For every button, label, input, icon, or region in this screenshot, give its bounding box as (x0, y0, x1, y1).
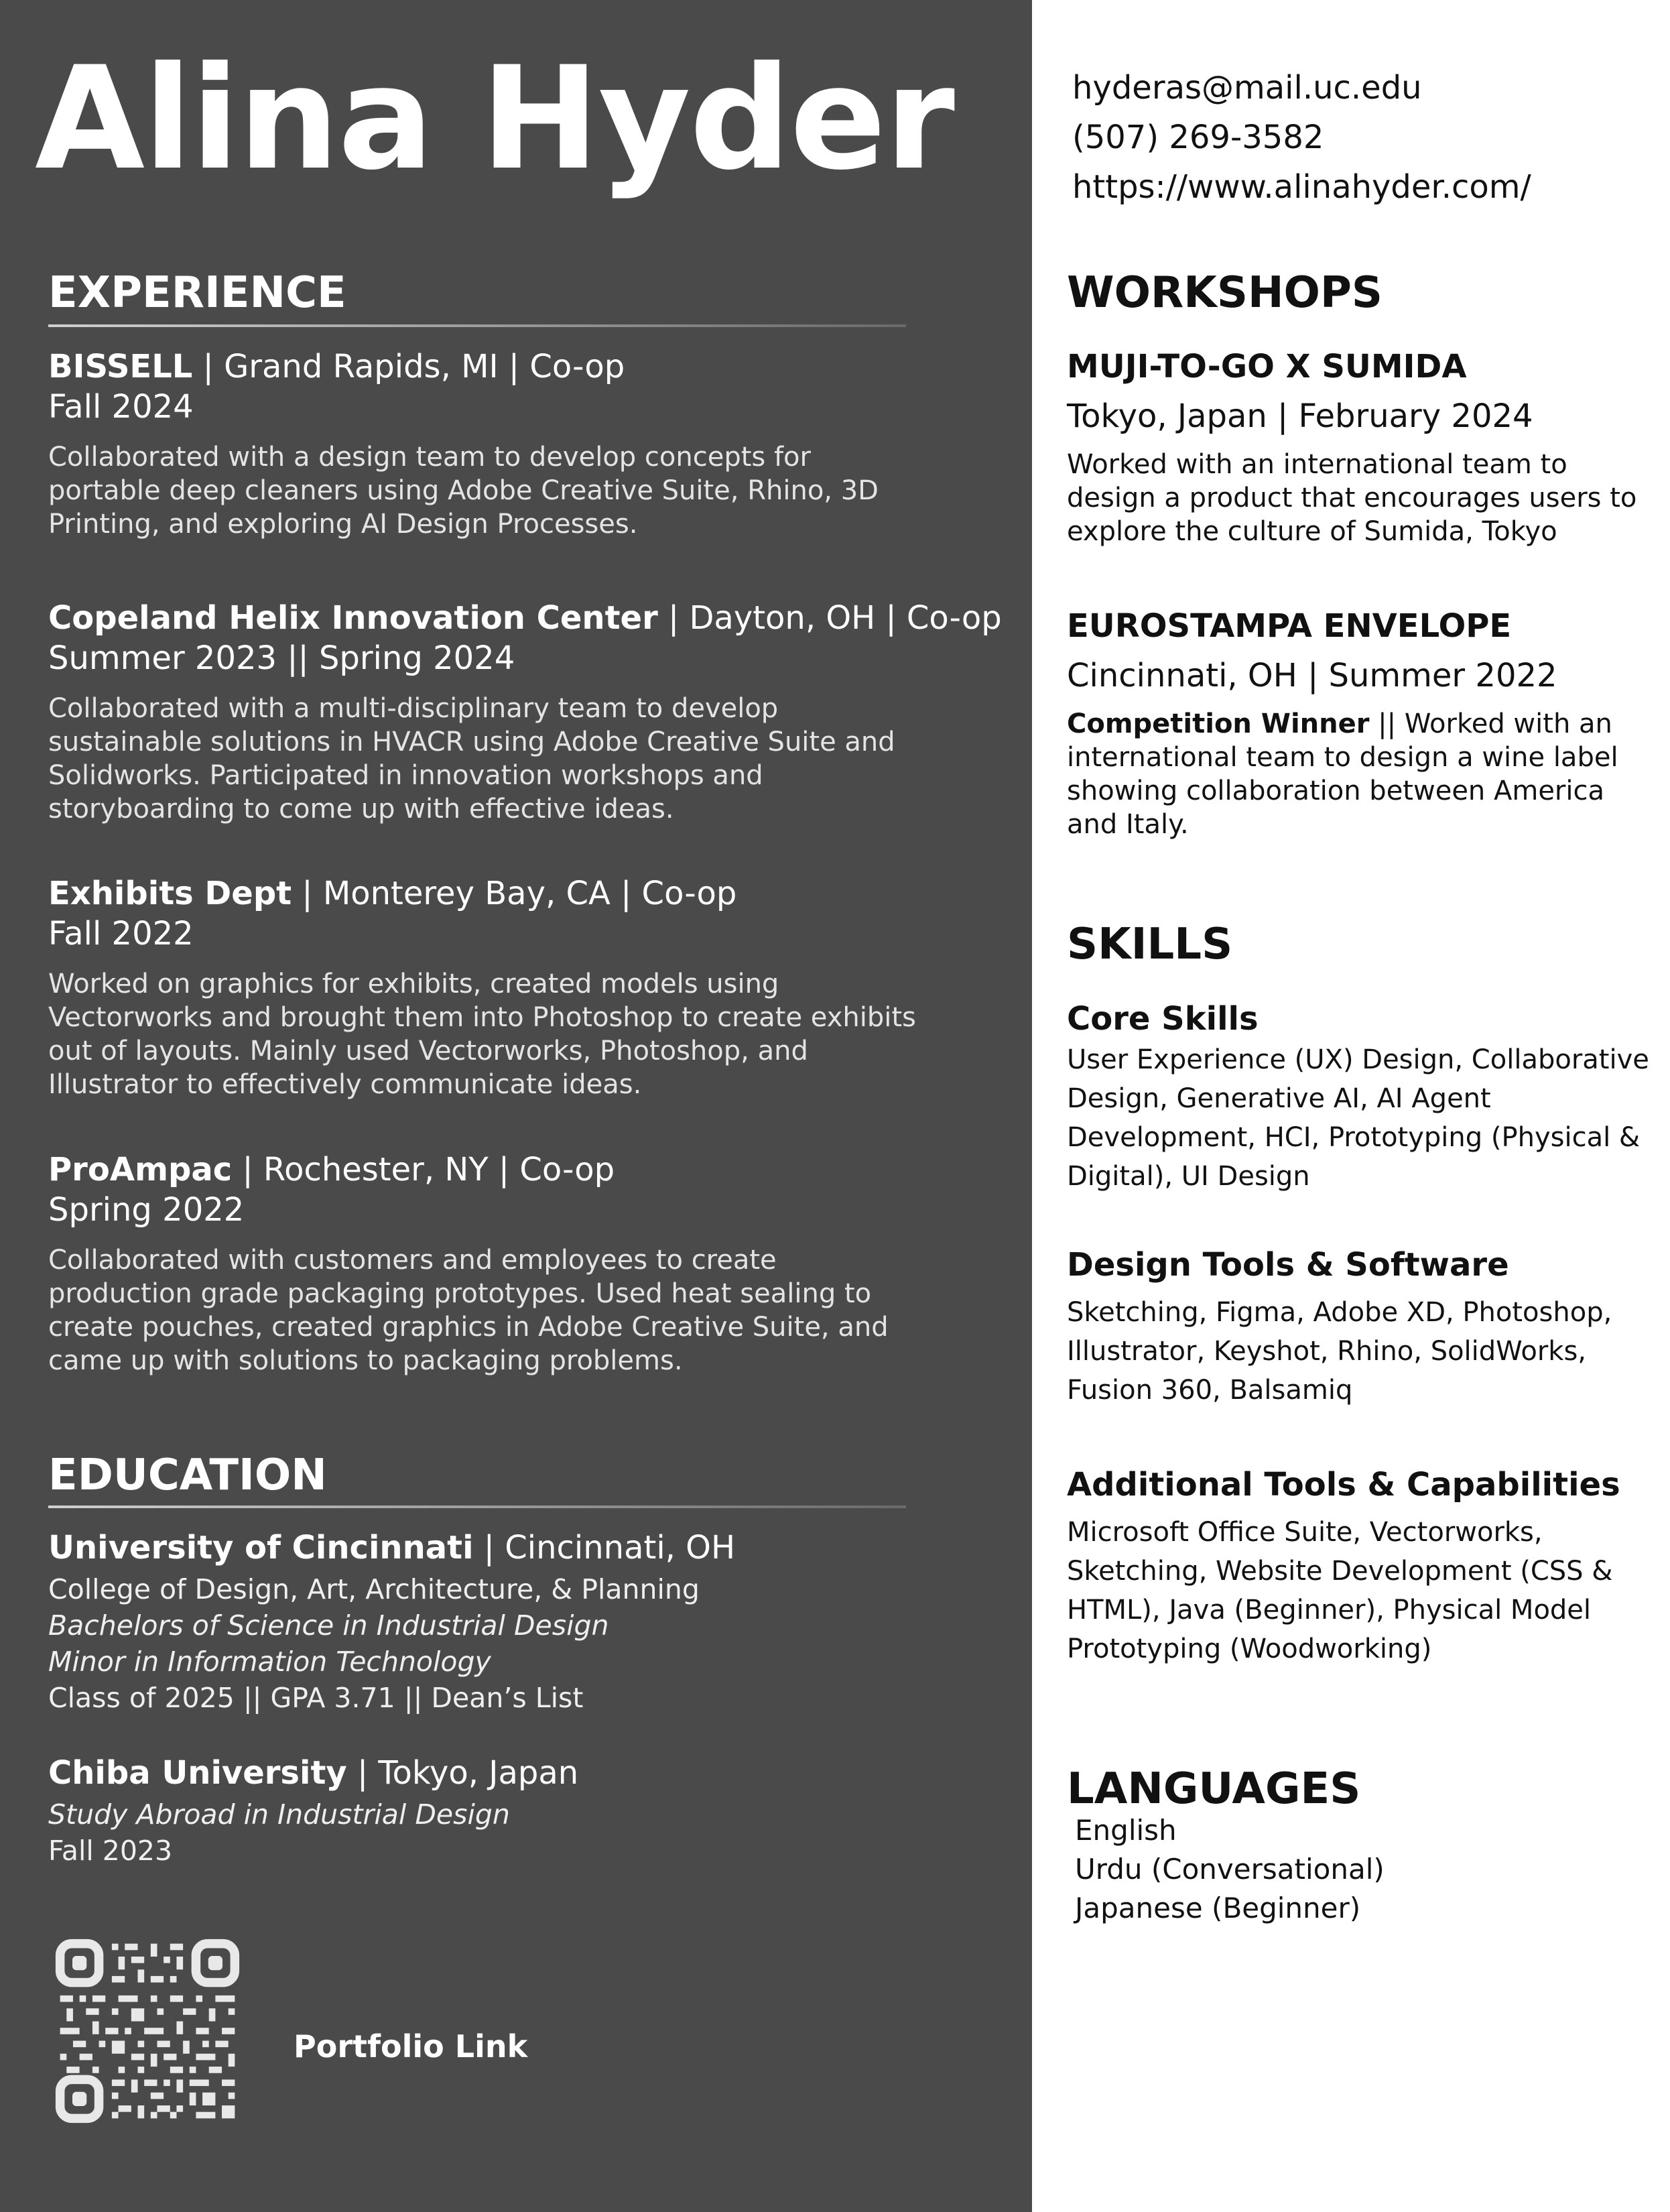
workshop-location-date: Cincinnati, OH | Summer 2022 (1067, 657, 1557, 694)
skills-heading: SKILLS (1067, 920, 1233, 969)
skill-group (1067, 997, 1657, 1196)
education-entry (48, 1527, 1000, 1716)
class-details: Class of 2025 || GPA 3.71 || Dean’s List (48, 1682, 584, 1714)
job-location: | Grand Rapids, MI | Co-op (192, 348, 625, 385)
job-org: BISSELL (48, 348, 193, 385)
job-description: Worked on graphics for exhibits, created models using Vectorworks and brought them into Photoshop to create exhibits out of layouts. Mainly used Vectorworks, Photoshop, and Illustrator to effectively communicate ideas. (48, 969, 916, 1100)
workshop-title: EUROSTAMPA ENVELOPE (1067, 607, 1512, 645)
school-location: | Cincinnati, OH (473, 1529, 736, 1566)
job-dates: Fall 2024 (48, 388, 194, 426)
contact-block (1072, 63, 1531, 212)
skill-group-title: Additional Tools & Capabilities (1067, 1466, 1620, 1503)
experience-heading: EXPERIENCE (48, 268, 346, 318)
school-name: University of Cincinnati (48, 1529, 474, 1566)
portfolio-link[interactable]: Portfolio Link (294, 2028, 528, 2065)
school-header (48, 1527, 1000, 1569)
minor: Minor in Information Technology (48, 1646, 491, 1678)
award-label: Competition Winner (1067, 709, 1370, 739)
school-location: | Tokyo, Japan (346, 1754, 579, 1792)
job-header (48, 873, 1000, 914)
language-item: English (1075, 1814, 1177, 1847)
workshop-description (1067, 707, 1657, 841)
job-entry (48, 347, 1000, 541)
skill-group-text: Microsoft Office Suite, Vectorworks, Sketching, Website Development (CSS & HTML), Java (Beginner), Physical Model Prototyping (Woodworking) (1067, 1517, 1613, 1664)
job-location: | Rochester, NY | Co-op (232, 1151, 615, 1188)
school-college: College of Design, Art, Architecture, & Planning (48, 1573, 700, 1605)
workshop-entry (1067, 601, 1657, 841)
experience-divider (48, 324, 906, 327)
workshop-entry (1067, 342, 1657, 548)
phone-number: (507) 269-3582 (1072, 119, 1324, 156)
education-divider (48, 1506, 906, 1508)
school-name: Chiba University (48, 1754, 347, 1792)
workshops-heading: WORKSHOPS (1067, 268, 1383, 318)
job-org: Exhibits Dept (48, 875, 292, 912)
skill-group-text: User Experience (UX) Design, Collaborative Design, Generative AI, AI Agent Development, HCI, Prototyping (Physical & Digital), UI Design (1067, 1044, 1649, 1192)
skill-group (1067, 1463, 1657, 1668)
language-item: Urdu (Conversational) (1075, 1853, 1385, 1886)
education-entry (48, 1752, 1000, 1869)
job-description: Collaborated with customers and employees to create production grade packaging prototypes. Used heat sealing to create pouches, created graphics in Adobe Creative Suite, and came up with solutions to packaging problems. (48, 1245, 889, 1376)
workshop-title: MUJI-TO-GO X SUMIDA (1067, 348, 1467, 385)
skill-group-title: Design Tools & Software (1067, 1246, 1509, 1284)
skill-group-text: Sketching, Figma, Adobe XD, Photoshop, Illustrator, Keyshot, Rhino, SolidWorks, Fusion 360, Balsamiq (1067, 1297, 1612, 1406)
job-description: Collaborated with a design team to develop concepts for portable deep cleaners using Adobe Creative Suite, Rhino, 3D Printing, and exploring AI Design Processes. (48, 442, 879, 540)
job-description: Collaborated with a multi-disciplinary team to develop sustainable solutions in HVACR using Adobe Creative Suite and Solidworks. Participated in innovation workshops and storyboarding to come up with effective ideas. (48, 693, 895, 824)
job-header (48, 598, 1000, 638)
job-dates: Summer 2023 || Spring 2024 (48, 639, 515, 677)
job-dates: Spring 2022 (48, 1191, 245, 1229)
job-header (48, 347, 1000, 387)
job-entry (48, 598, 1000, 826)
candidate-name: Alina Hyder (35, 36, 954, 201)
award-description: || Worked with an international team to design a wine label showing collaboration between America and Italy. (1067, 709, 1618, 840)
job-location: | Monterey Bay, CA | Co-op (292, 875, 737, 912)
email-link[interactable]: hyderas@mail.uc.edu (1072, 69, 1422, 107)
job-org: Copeland Helix Innovation Center (48, 599, 658, 637)
languages-list (1075, 1811, 1385, 1928)
degree: Bachelors of Science in Industrial Design (48, 1609, 609, 1642)
workshop-description: Worked with an international team to design a product that encourages users to explore the culture of Sumida, Tokyo (1067, 449, 1637, 547)
job-entry (48, 1150, 1000, 1377)
languages-heading: LANGUAGES (1067, 1764, 1361, 1814)
school-header (48, 1752, 1000, 1794)
education-heading: EDUCATION (48, 1451, 327, 1500)
job-dates: Fall 2022 (48, 915, 194, 953)
job-org: ProAmpac (48, 1151, 233, 1188)
workshop-location-date: Tokyo, Japan | February 2024 (1067, 397, 1533, 435)
skill-group-title: Core Skills (1067, 1000, 1259, 1038)
website-link[interactable]: https://www.alinahyder.com/ (1072, 168, 1531, 206)
job-entry (48, 873, 1000, 1101)
job-header (48, 1150, 1000, 1190)
job-location: | Dayton, OH | Co-op (657, 599, 1002, 637)
study-program: Study Abroad in Industrial Design (48, 1798, 510, 1831)
language-item: Japanese (Beginner) (1075, 1892, 1361, 1924)
qr-code-icon[interactable] (54, 1937, 241, 2125)
study-dates: Fall 2023 (48, 1835, 173, 1867)
skill-group (1067, 1243, 1657, 1410)
